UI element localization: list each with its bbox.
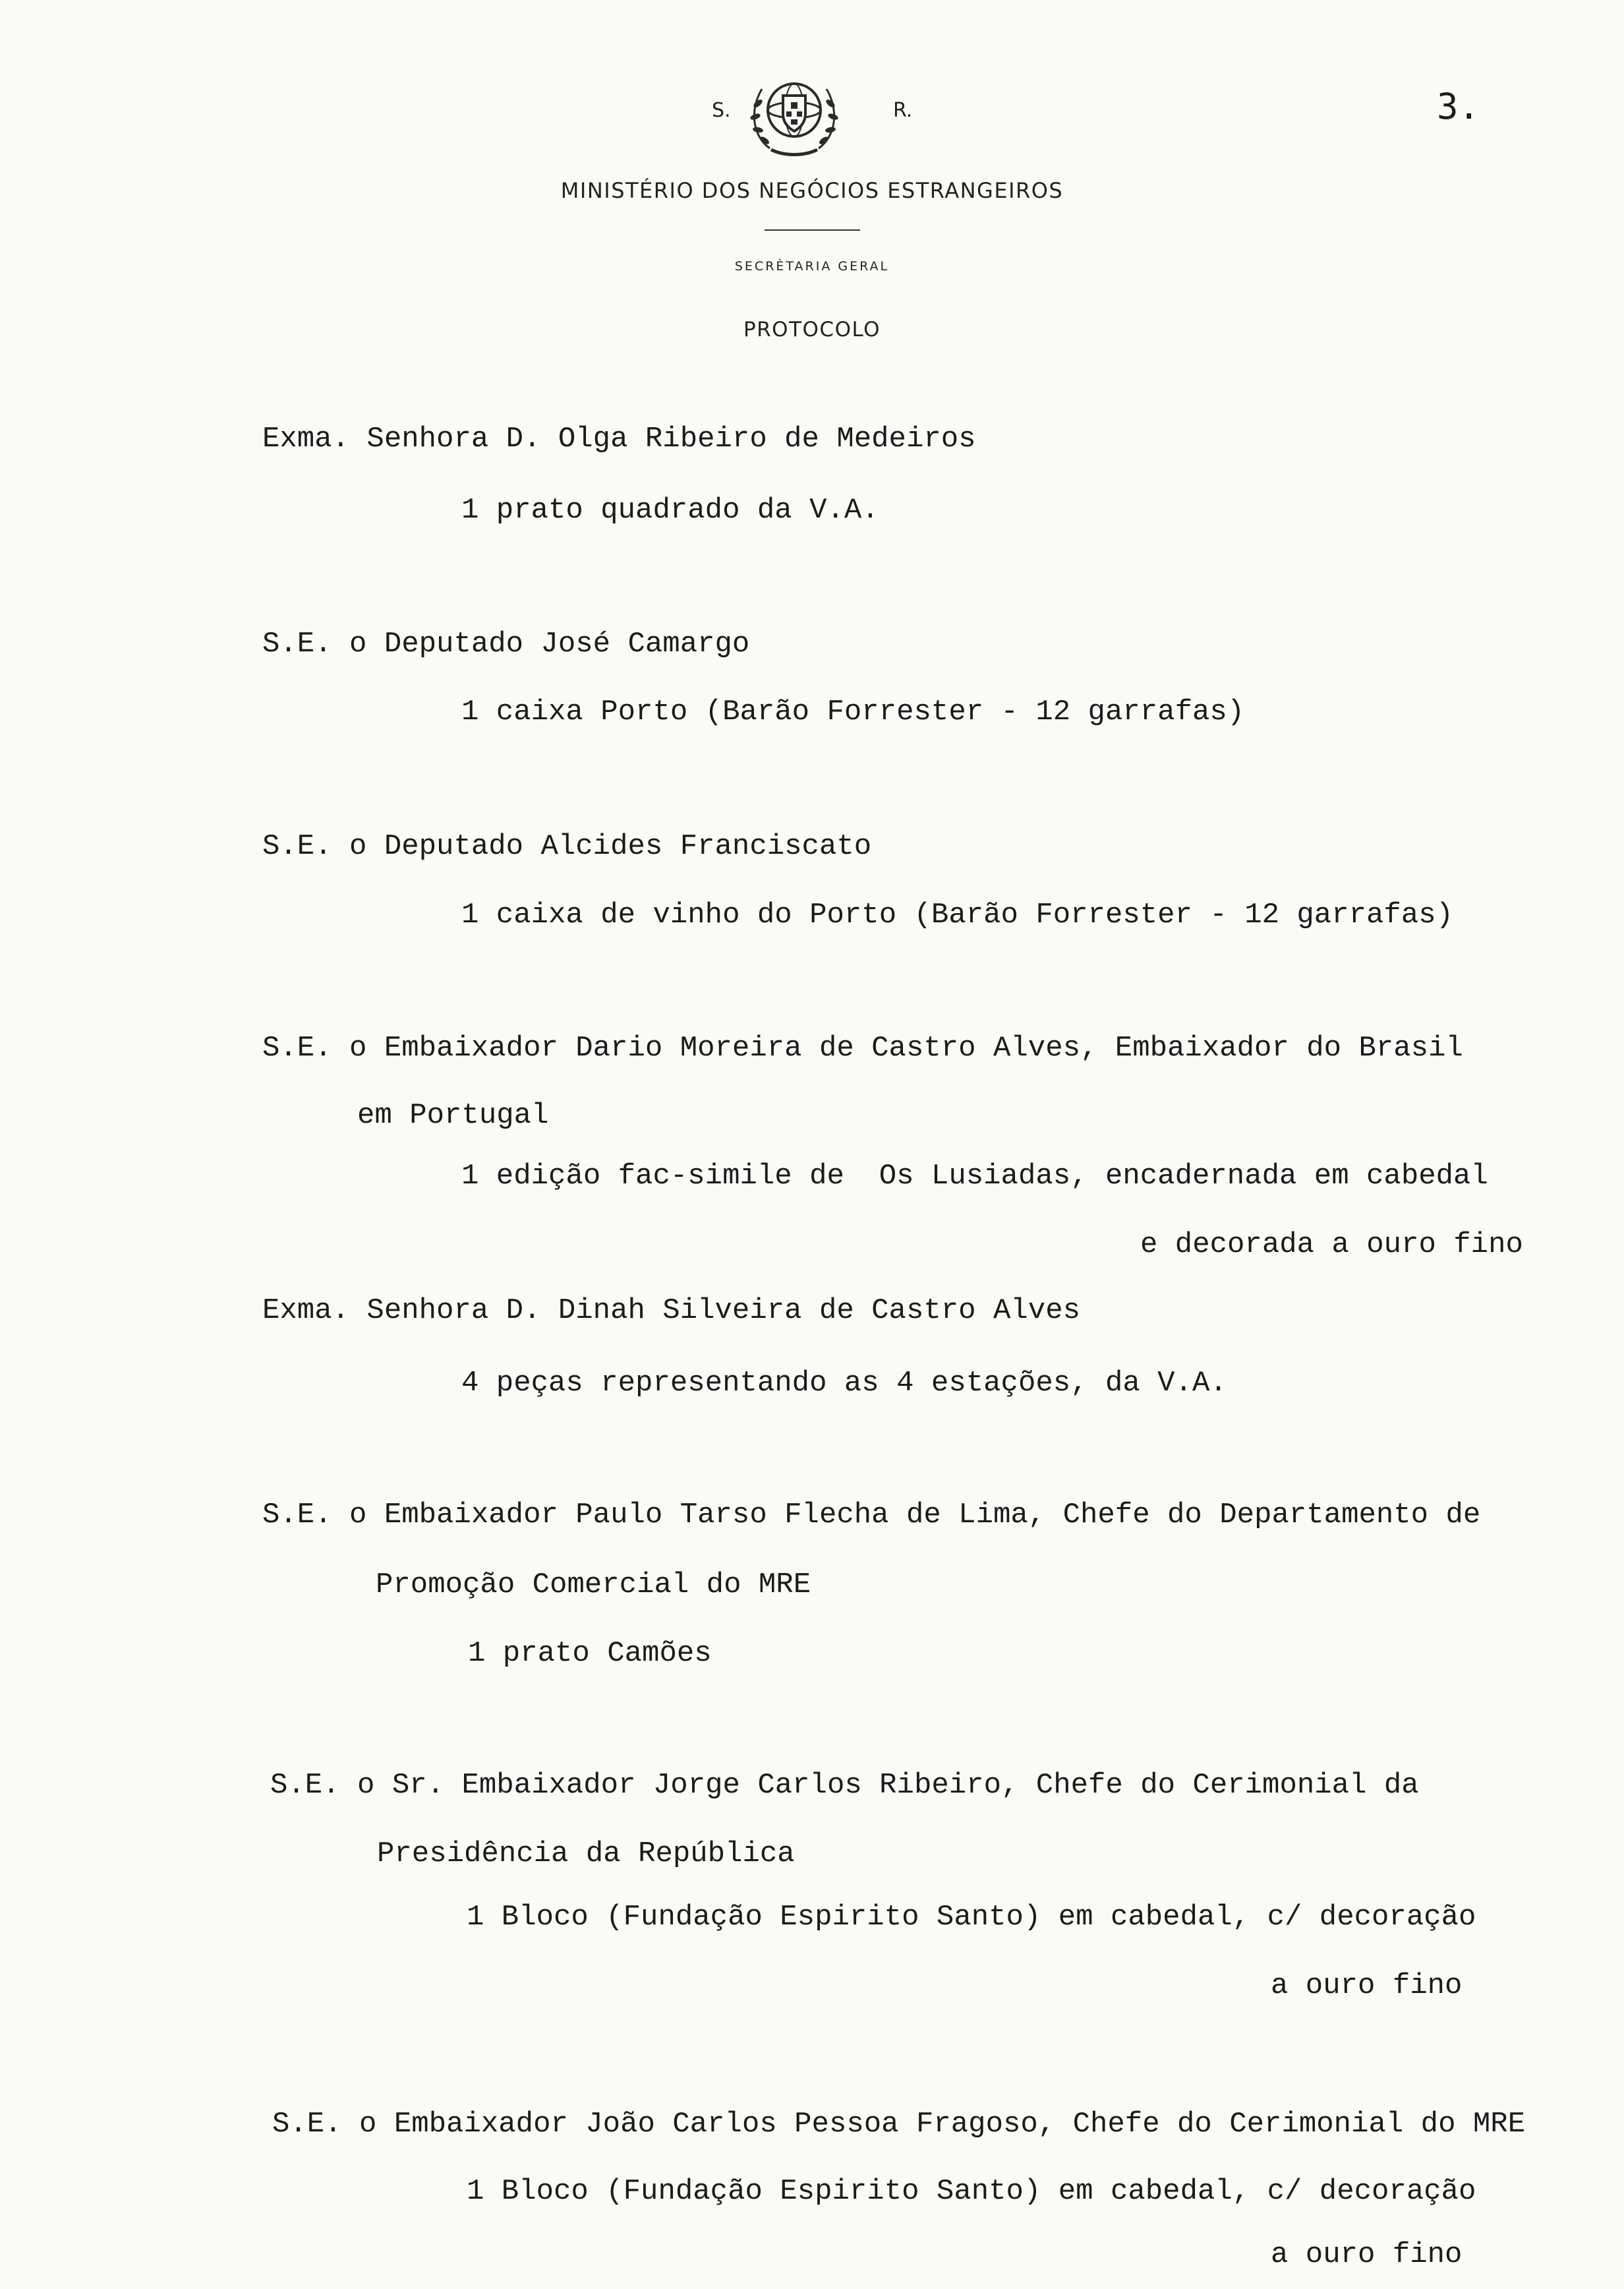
section-name: PROTOCOLO [743, 318, 881, 342]
gift-line: 1 Bloco (Fundação Espirito Santo) em cabedal, c/ decoração [467, 2175, 1476, 2208]
gift-line: 1 caixa de vinho do Porto (Barão Forrester - 12 garrafas) [461, 899, 1454, 932]
gift-line: 1 Bloco (Fundação Espirito Santo) em cabedal, c/ decoração [467, 1901, 1476, 1934]
gift-line: 4 peças representando as 4 estações, da V.A. [461, 1367, 1227, 1400]
gift-line: 1 prato quadrado da V.A. [461, 494, 879, 527]
department-name: SECRÈTARIA GERAL [734, 259, 890, 274]
recipient-line-continued: Presidência da República [377, 1837, 795, 1870]
ministry-name: MINISTÉRIO DOS NEGÓCIOS ESTRANGEIROS [560, 178, 1064, 203]
header-divider [765, 229, 860, 231]
crest-left-letter: S. [712, 99, 731, 122]
recipient-line: S.E. o Embaixador João Carlos Pessoa Fragoso, Chefe do Cerimonial do MRE [272, 2108, 1526, 2141]
gift-line: 1 caixa Porto (Barão Forrester - 12 garrafas) [461, 696, 1245, 728]
recipient-line-continued: em Portugal [357, 1099, 549, 1132]
recipient-line: S.E. o Deputado José Camargo [262, 628, 750, 661]
recipient-line: S.E. o Embaixador Dario Moreira de Castro Alves, Embaixador do Brasil [262, 1032, 1463, 1065]
gift-line: 1 edição fac-simile de Os Lusiadas, encadernada em cabedal [461, 1160, 1488, 1193]
letterhead [0, 0, 1624, 369]
gift-line-continued: e decorada a ouro fino [1140, 1228, 1523, 1261]
coat-of-arms-icon [745, 63, 844, 162]
gift-line-continued: a ouro fino [1271, 2238, 1463, 2271]
gift-line: 1 prato Camões [468, 1637, 712, 1670]
recipient-line: Exma. Senhora D. Dinah Silveira de Castro Alves [262, 1294, 1081, 1327]
crest-right-letter: R. [893, 99, 913, 122]
recipient-line: S.E. o Sr. Embaixador Jorge Carlos Ribeiro, Chefe do Cerimonial da [270, 1769, 1419, 1802]
recipient-line: S.E. o Embaixador Paulo Tarso Flecha de Lima, Chefe do Departamento de [262, 1499, 1481, 1531]
recipient-line: Exma. Senhora D. Olga Ribeiro de Medeiros [262, 423, 976, 456]
page-number: 3. [1437, 86, 1480, 127]
recipient-line: S.E. o Deputado Alcides Franciscato [262, 830, 872, 863]
recipient-line-continued: Promoção Comercial do MRE [376, 1568, 811, 1601]
gift-line-continued: a ouro fino [1271, 1969, 1463, 2002]
